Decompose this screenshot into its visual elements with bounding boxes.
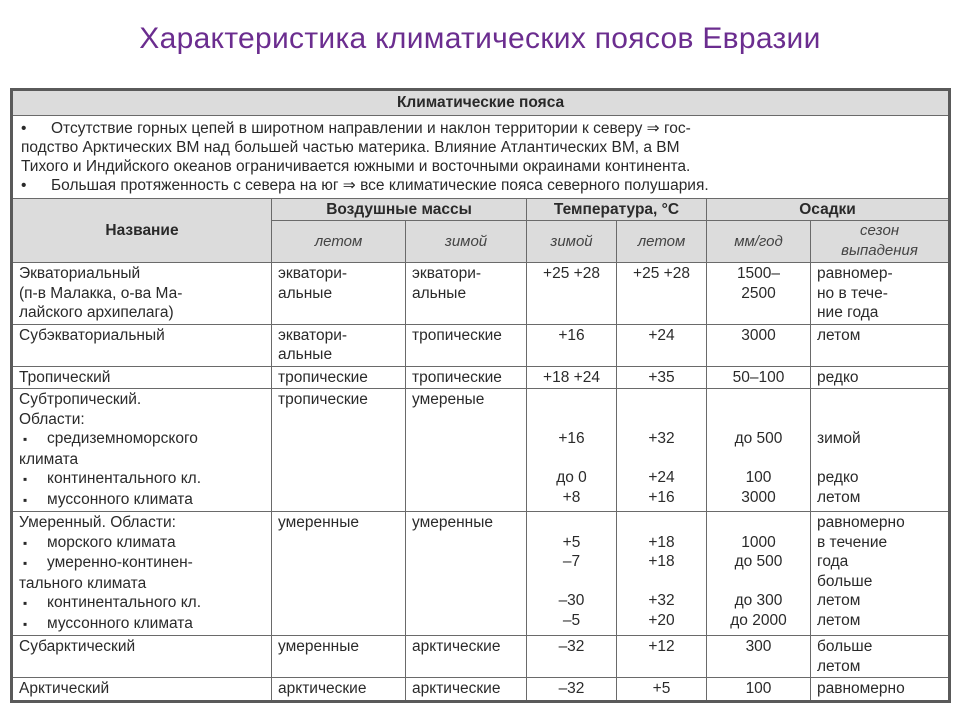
cell-line: больше — [817, 572, 873, 590]
cell-line — [817, 410, 942, 430]
table-row — [12, 366, 950, 389]
header-season: сезон выпадения — [811, 221, 950, 263]
cell-line — [817, 449, 942, 469]
intro-line: • Большая протяженность с севера на юг ⇒ все климатические пояса северного полушария. — [21, 176, 709, 194]
header-precipitation: Осадки — [707, 198, 950, 221]
cell-name — [12, 389, 272, 512]
intro-line: Тихого и Индийского океанов ограничивается южными и восточными окраинами континента. — [21, 157, 691, 175]
cell-line: 1000 — [741, 533, 776, 551]
cell-precip-season — [811, 324, 950, 366]
cell-line: больше — [817, 638, 873, 655]
cell-line: +8 — [562, 488, 581, 506]
cell-line: Арктический — [19, 680, 110, 697]
cell-temp-winter — [527, 678, 617, 702]
cell-precip-mm — [707, 636, 811, 678]
cell-line: умереные — [412, 391, 485, 408]
cell-line: летом — [817, 326, 861, 344]
cell-line: Тропический — [19, 368, 111, 386]
cell-line: 300 — [745, 638, 772, 655]
cell-line: экватори- — [412, 265, 482, 282]
cell-precip-mm — [707, 324, 811, 366]
cell-line: до 0 — [556, 469, 587, 486]
cell-line — [533, 572, 610, 592]
cell-line: альные — [278, 284, 333, 302]
header-air-masses: Воздушные массы — [272, 198, 527, 221]
band-title: Климатические пояса — [12, 90, 950, 116]
cell-line: +16 — [558, 430, 585, 447]
cell-line: 100 — [745, 680, 772, 697]
cell-line — [713, 449, 804, 469]
cell-temp-summer — [617, 512, 707, 636]
cell-line — [817, 390, 942, 410]
intro-line: подство Арктических ВМ над большей частью материка. Влияние Атлантических ВМ, а ВМ — [21, 138, 680, 156]
cell-line: экватори- — [278, 326, 348, 344]
cell-line: равномер- — [817, 265, 893, 282]
header-am-winter: зимой — [406, 221, 527, 263]
cell-line: +24 — [648, 326, 675, 344]
cell-line: –7 — [562, 553, 581, 570]
cell-line: ▪ морского климата — [19, 533, 265, 554]
cell-line: климата — [19, 450, 79, 468]
cell-line: альные — [412, 284, 467, 302]
cell-line: до 500 — [734, 430, 783, 447]
cell-precip-season — [811, 636, 950, 678]
table-band-title-row — [12, 90, 950, 116]
cell-line: +35 — [648, 368, 675, 386]
cell-precip-season — [811, 678, 950, 702]
cell-line: до 500 — [734, 553, 783, 570]
cell-line: альные — [278, 346, 333, 363]
cell-line: +24 — [648, 469, 675, 486]
cell-line: +16 — [558, 326, 585, 344]
cell-temp-summer — [617, 389, 707, 512]
cell-line: 100 — [745, 469, 772, 486]
cell-line: Субарктический — [19, 638, 136, 655]
cell-line: года — [817, 553, 849, 570]
cell-line: +32 — [648, 592, 675, 609]
table-row — [12, 324, 950, 366]
cell-line: +5 — [562, 533, 581, 551]
cell-line: Субэкваториальный — [19, 326, 165, 344]
cell-line — [533, 410, 610, 430]
cell-line: +32 — [648, 430, 675, 447]
cell-line: –32 — [558, 680, 585, 697]
cell-line: +16 — [648, 488, 675, 506]
cell-name — [12, 263, 272, 325]
cell-line: летом — [817, 592, 861, 609]
cell-precip-season — [811, 366, 950, 389]
cell-air-mass-winter — [406, 678, 527, 702]
cell-line — [623, 390, 700, 410]
cell-line: Умеренный. Области: — [19, 514, 176, 531]
cell-name — [12, 636, 272, 678]
cell-air-mass-winter — [406, 512, 527, 636]
cell-line — [713, 410, 804, 430]
table-row — [12, 512, 950, 636]
cell-precip-season — [811, 263, 950, 325]
cell-line: ▪ континентального кл. — [19, 593, 265, 614]
intro-row — [12, 115, 950, 198]
cell-name — [12, 366, 272, 389]
cell-line: арктические — [412, 638, 501, 655]
cell-line: +18 — [648, 553, 675, 570]
cell-temp-summer — [617, 324, 707, 366]
header-temperature: Температура, °С — [527, 198, 707, 221]
cell-line: летом — [817, 488, 861, 506]
cell-air-mass-winter — [406, 263, 527, 325]
cell-line: ▪ средиземноморского — [19, 429, 265, 450]
cell-line: +20 — [648, 611, 675, 629]
cell-name — [12, 512, 272, 636]
cell-line — [533, 513, 610, 533]
cell-line: 1500– — [736, 265, 781, 282]
cell-air-mass-summer — [272, 389, 406, 512]
cell-line: равномерно — [817, 514, 905, 531]
cell-line: +18 — [648, 533, 675, 551]
cell-name — [12, 678, 272, 702]
cell-temp-winter — [527, 263, 617, 325]
header-t-winter: зимой — [527, 221, 617, 263]
cell-precip-mm — [707, 263, 811, 325]
cell-line — [623, 572, 700, 592]
cell-line: умеренные — [412, 514, 493, 531]
cell-line: ▪ муссонного климата — [19, 490, 265, 511]
cell-precip-mm — [707, 512, 811, 636]
cell-line: летом — [817, 611, 861, 629]
cell-line: экватори- — [278, 265, 348, 282]
cell-line — [713, 572, 804, 592]
cell-temp-winter — [527, 366, 617, 389]
cell-line: ▪ континентального кл. — [19, 469, 265, 490]
cell-line — [623, 513, 700, 533]
cell-air-mass-winter — [406, 389, 527, 512]
cell-line: но в тече- — [817, 284, 888, 302]
table-row — [12, 389, 950, 512]
cell-line: Области: — [19, 410, 85, 428]
cell-air-mass-summer — [272, 678, 406, 702]
cell-line: летом — [817, 657, 861, 675]
cell-temp-summer — [617, 636, 707, 678]
header-t-summer: летом — [617, 221, 707, 263]
cell-line: редко — [817, 469, 859, 486]
bullet-icon: • — [21, 176, 27, 194]
cell-air-mass-winter — [406, 366, 527, 389]
cell-line — [623, 410, 700, 430]
cell-line — [713, 390, 804, 410]
cell-line: +25 +28 — [543, 265, 600, 282]
cell-line: 50–100 — [732, 368, 785, 386]
cell-line: в течение — [817, 533, 888, 551]
cell-line: редко — [817, 368, 859, 386]
cell-line: ▪ умеренно-континен- — [19, 553, 265, 574]
page-title: Характеристика климатических поясов Евразии — [139, 22, 821, 55]
cell-line: Экваториальный — [19, 265, 141, 282]
intro-line: • Отсутствие горных цепей в широтном направлении и наклон территории к северу ⇒ гос- — [21, 119, 691, 137]
cell-air-mass-summer — [272, 263, 406, 325]
cell-line: 3000 — [741, 488, 776, 506]
cell-line: 2500 — [741, 284, 776, 302]
cell-air-mass-summer — [272, 512, 406, 636]
cell-line: (п-в Малакка, о-ва Ма- — [19, 284, 183, 302]
cell-line: +12 — [648, 638, 675, 655]
table-row — [12, 636, 950, 678]
cell-line — [533, 449, 610, 469]
cell-line: умеренные — [278, 514, 359, 531]
cell-line: тропические — [412, 368, 502, 386]
cell-air-mass-summer — [272, 366, 406, 389]
cell-air-mass-winter — [406, 636, 527, 678]
cell-line: тального климата — [19, 574, 147, 592]
header-am-summer: летом — [272, 221, 406, 263]
header-row-1 — [12, 198, 950, 221]
cell-line: –30 — [558, 592, 585, 609]
cell-line: до 2000 — [730, 611, 787, 629]
cell-temp-summer — [617, 263, 707, 325]
cell-line: тропические — [412, 326, 502, 344]
cell-line: +5 — [652, 680, 671, 697]
cell-air-mass-summer — [272, 324, 406, 366]
cell-temp-summer — [617, 366, 707, 389]
cell-line: тропические — [278, 368, 368, 386]
cell-line: ▪ муссонного климата — [19, 614, 265, 635]
cell-line — [713, 513, 804, 533]
cell-temp-winter — [527, 389, 617, 512]
header-name: Название — [12, 198, 272, 263]
cell-line: –32 — [558, 638, 585, 655]
cell-line: Субтропический. — [19, 391, 142, 408]
cell-line: тропические — [278, 391, 368, 408]
cell-precip-mm — [707, 678, 811, 702]
intro-text — [12, 115, 950, 198]
cell-line: +18 +24 — [543, 368, 600, 386]
table-row — [12, 263, 950, 325]
cell-line: арктические — [278, 680, 367, 697]
cell-line: ние года — [817, 304, 879, 321]
cell-line: –5 — [562, 611, 581, 629]
cell-line: зимой — [817, 430, 861, 447]
cell-line: умеренные — [278, 638, 359, 655]
cell-line: лайского архипелага) — [19, 304, 174, 321]
cell-line — [533, 390, 610, 410]
cell-name — [12, 324, 272, 366]
cell-air-mass-winter — [406, 324, 527, 366]
cell-line: до 300 — [734, 592, 783, 609]
cell-line: 3000 — [741, 326, 776, 344]
cell-precip-season — [811, 512, 950, 636]
cell-temp-winter — [527, 636, 617, 678]
cell-temp-winter — [527, 324, 617, 366]
climate-table-container — [10, 88, 948, 703]
cell-precip-mm — [707, 366, 811, 389]
bullet-icon: • — [21, 119, 27, 137]
cell-line: равномерно — [817, 680, 905, 697]
cell-temp-winter — [527, 512, 617, 636]
cell-temp-summer — [617, 678, 707, 702]
climate-table — [10, 88, 951, 703]
cell-line: арктические — [412, 680, 501, 697]
table-row — [12, 678, 950, 702]
cell-precip-season — [811, 389, 950, 512]
cell-air-mass-summer — [272, 636, 406, 678]
cell-line — [623, 449, 700, 469]
cell-precip-mm — [707, 389, 811, 512]
cell-line: +25 +28 — [633, 265, 690, 282]
header-mm-year: мм/год — [707, 221, 811, 263]
